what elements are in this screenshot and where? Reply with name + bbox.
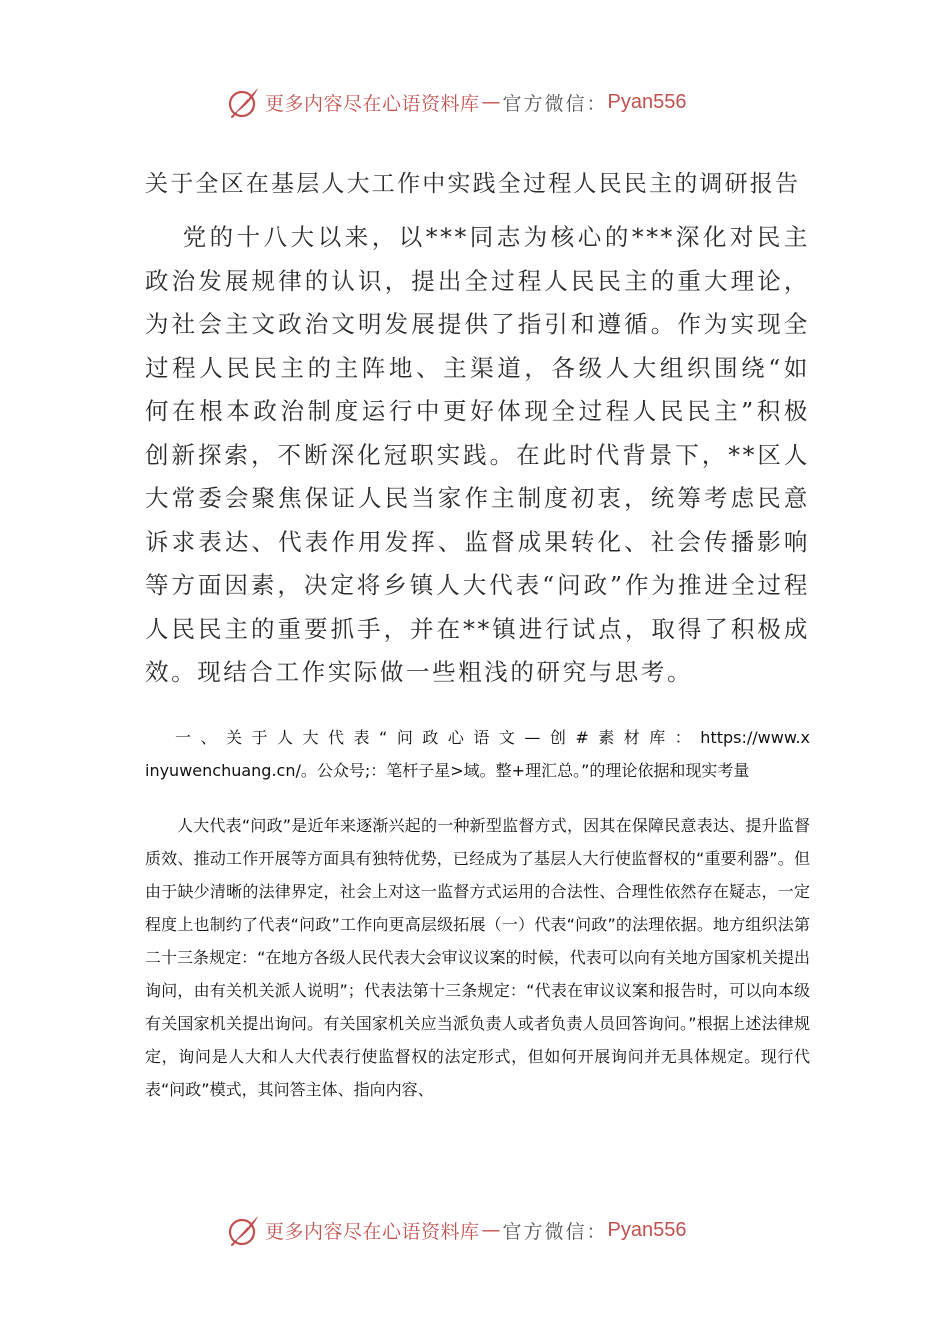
watermark-banner-top (227, 80, 687, 124)
watermark-wechat-id: Pyan556 (607, 90, 687, 113)
quill-pen-logo-icon (227, 85, 261, 119)
body-paragraph: 人大代表“问政”是近年来逐渐兴起的一种新型监督方式，因其在保障民意表达、提升监督质效、推动工作开展等方面具有独特优势，已经成为了基层人大行使监督权的“重要利器”。但由于缺少清晰的法律界定，社会上对这一监督方式运用的合法性、合理性依然存在疑志，一定程度上也制约了代表“问政”工作向更高层级拓展（一）代表“问政”的法理依据。地方组织法第二十三条规定：“在地方各级人民代表大会审议议案的时候，代表可以向有关地方国家机关提出询问，由有关机关派人说明”；代表法第十三条规定：“代表在审议议案和报告时，可以向本级有关国家机关提出询问。有关国家机关应当派负责人或者负责人员回答询问。”根据上述法律规定，询问是人大和人大代表行使监督权的法定形式，但如何开展询问并无具体规定。现行代表“问政”模式，其问答主体、指向内容、 (145, 815, 810, 1099)
section-heading (145, 721, 810, 787)
watermark-main-text: 更多内容尽在心语资料库 (265, 92, 480, 115)
section-heading-spaced: 一、关于人大代表“问政心语文—创#素材库： (175, 727, 701, 747)
document-body (145, 162, 810, 1106)
watermark-wechat-id: Pyan556 (607, 1218, 687, 1241)
watermark-banner-bottom (227, 1208, 687, 1252)
document-title: 关于全区在基层人大工作中实践全过程人民民主的调研报告 (145, 171, 801, 197)
watermark-separator: — (481, 91, 501, 113)
section-heading-rest: https://www.xinyuwenchuang.cn/。公众号;：笔杆子星>域。整+理汇总。”的理论依据和现实考量 (145, 727, 810, 780)
watermark-main-text: 更多内容尽在心语资料库 (265, 1220, 480, 1243)
watermark-separator: — (481, 1219, 501, 1241)
quill-pen-logo-icon (227, 1213, 261, 1247)
watermark-official-label: 官方微信： (502, 1220, 608, 1243)
watermark-official-label: 官方微信： (502, 92, 608, 115)
lead-paragraph: 党的十八大以来，以***同志为核心的***深化对民主政治发展规律的认识，提出全过程人民民主的重大理论，为社会主文政治文明发展提供了指引和遵循。作为实现全过程人民民主的主阵地、主渠道，各级人大组织围绕“如何在根本政治制度运行中更好体现全过程人民民主”积极创新探索，不断深化冠职实践。在此时代背景下，**区人大常委会聚焦保证人民当家作主制度初衷，统筹考虑民意诉求表达、代表作用发挥、监督成果转化、社会传播影响等方面因素，决定将乡镇人大代表“问政”作为推进全过程人民民主的重要抓手，并在**镇进行试点，取得了积极成效。现结合工作实际做一些粗浅的研究与思考。 (145, 223, 810, 686)
